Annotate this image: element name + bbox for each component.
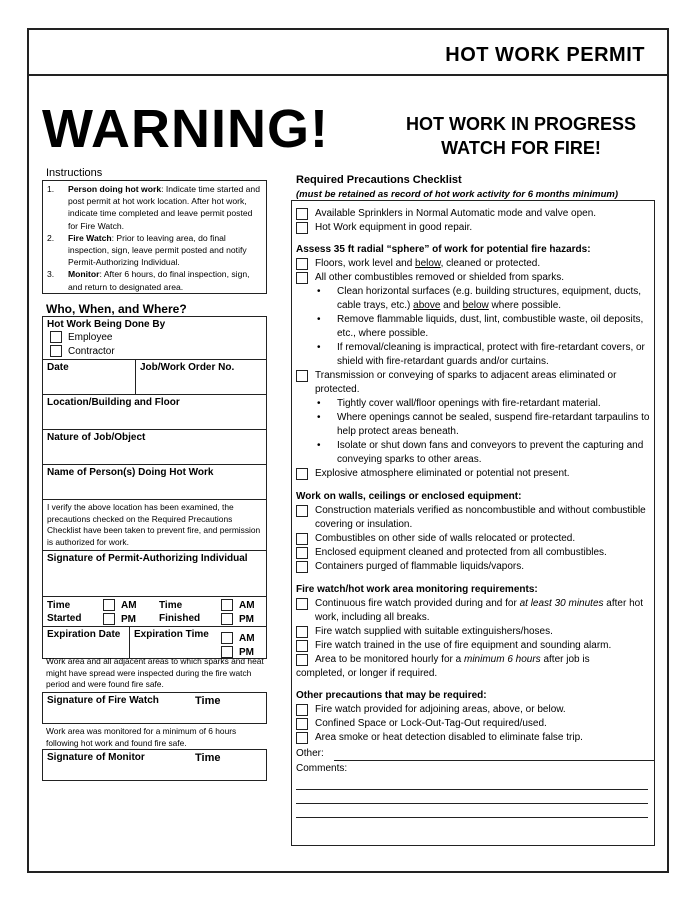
checklist-item[interactable]: Area to be monitored hourly for a minimum 6 hours after job is — [296, 653, 652, 667]
other-input-line[interactable] — [334, 750, 654, 761]
checklist-bullet: • Where openings cannot be sealed, suspend fire-retardant tarpaulins to help protect areas beneath. — [317, 412, 650, 437]
persons-field[interactable]: Name of Person(s) Doing Hot Work — [43, 465, 266, 500]
checkbox[interactable] — [296, 626, 308, 638]
checklist-item[interactable]: Area smoke or heat detection disabled to eliminate false trip. — [296, 731, 652, 745]
started-am-checkbox[interactable] — [103, 599, 115, 611]
checklist-item[interactable]: Containers purged of flammable liquids/vapors. — [296, 560, 652, 574]
monitor-statement: Work area was monitored for a minimum of 6 hours following hot work and found fire safe. — [46, 726, 237, 748]
expiration-ampm: AM PM — [221, 627, 266, 658]
checkbox[interactable] — [296, 561, 308, 573]
walls-heading: Work on walls, ceilings or enclosed equipment: — [296, 491, 522, 502]
instruction-item: 3. Monitor: After 6 hours, do final inspection, sign, and return to designated area. — [47, 269, 250, 292]
employee-option[interactable]: Employee — [50, 330, 262, 344]
hot-work-by-label: Hot Work Being Done By — [47, 319, 166, 330]
verify-statement: I verify the above location has been examined, the precautions checked on the Required Precautions Checklist have been taken to prevent fire, and permission is authorized for work. — [43, 500, 266, 551]
comment-line[interactable] — [296, 804, 648, 818]
checkbox[interactable] — [296, 547, 308, 559]
comments-label: Comments: — [296, 763, 348, 774]
checkbox[interactable] — [296, 640, 308, 652]
fire-watch-statement: Work area and all adjacent areas to which sparks and heat might have spread were inspected during the fire watch period and were found fire safe. — [46, 656, 264, 689]
instructions-heading: Instructions — [46, 167, 103, 179]
finished-am-checkbox[interactable] — [221, 599, 233, 611]
expiration-date-field[interactable]: Expiration Date — [47, 629, 121, 640]
checklist-bullet: • Remove flammable liquids, dust, lint, combustible waste, oil deposits, etc., where possible. — [317, 314, 644, 339]
bullet-icon: • — [317, 398, 321, 409]
checklist-subheading: (must be retained as record of hot work activity for 6 months minimum) — [296, 189, 618, 200]
header-bar — [29, 30, 667, 76]
comment-line[interactable] — [296, 790, 648, 804]
checklist-item[interactable]: Enclosed equipment cleaned and protected from all combustibles. — [296, 546, 652, 560]
assess-heading: Assess 35 ft radial “sphere” of work for potential fire hazards: — [296, 244, 591, 255]
checklist-item[interactable]: Fire watch trained in the use of fire equipment and sounding alarm. — [296, 639, 652, 653]
checkbox[interactable] — [296, 208, 308, 220]
bullet-icon: • — [317, 440, 321, 451]
checklist-bullet: • If removal/cleaning is impractical, protect with fire-retardant covers, or shield with fire-retardant guards and/or curtains. — [317, 342, 645, 367]
checklist-item[interactable]: Continuous fire watch provided during and for at least 30 minutes after hot work, including all breaks. — [296, 597, 652, 625]
date-job-row — [43, 360, 266, 395]
checklist-bullet: • Isolate or shut down fans and conveyors to prevent the capturing and conveying sparks to other areas. — [317, 440, 644, 465]
checklist-item[interactable]: Construction materials verified as noncombustible and without combustible covering or insulation. — [296, 504, 652, 532]
time-finished-label: Time Finished — [159, 600, 201, 624]
who-when-where-heading: Who, When, and Where? — [46, 302, 187, 316]
contractor-option[interactable]: Contractor — [50, 344, 262, 358]
who-when-where-form — [42, 316, 267, 659]
nature-field[interactable]: Nature of Job/Object — [43, 430, 266, 465]
employee-checkbox[interactable] — [50, 331, 62, 343]
fire-watch-time-label: Time — [195, 695, 221, 707]
checkbox[interactable] — [296, 732, 308, 744]
hot-work-banner — [388, 112, 654, 160]
instructions-box — [42, 180, 267, 294]
instructions-list — [47, 183, 262, 293]
checkbox[interactable] — [296, 654, 308, 666]
location-field[interactable]: Location/Building and Floor — [43, 395, 266, 430]
checklist-heading: Required Precautions Checklist — [296, 174, 462, 186]
checklist-item[interactable]: Hot Work equipment in good repair. — [296, 221, 652, 235]
bullet-icon: • — [317, 314, 321, 325]
checkbox[interactable] — [296, 370, 308, 382]
checkbox[interactable] — [296, 505, 308, 517]
checkbox[interactable] — [296, 468, 308, 480]
checkbox[interactable] — [296, 704, 308, 716]
date-field[interactable]: Date — [47, 362, 69, 373]
instruction-item: 1. Person doing hot work: Indicate time started and post permit at hot work location. After hot work, indicate time completed and leave permit posted for Fire Watch. — [47, 184, 260, 231]
authorizing-signature-field[interactable]: Signature of Permit-Authorizing Individual — [43, 551, 266, 597]
comment-line[interactable] — [296, 776, 648, 790]
checkbox[interactable] — [296, 598, 308, 610]
checklist-content — [296, 207, 652, 818]
monitor-signature-field[interactable]: Signature of Monitor Time — [42, 749, 267, 781]
checklist-item[interactable]: Transmission or conveying of sparks to adjacent areas eliminated or protected. — [296, 369, 652, 397]
bullet-icon: • — [317, 342, 321, 353]
checklist-item[interactable]: Fire watch provided for adjoining areas, above, or below. — [296, 703, 652, 717]
checklist-continuation: completed, or longer if required. — [296, 668, 438, 679]
checklist-item[interactable]: Floors, work level and below, cleaned or protected. — [296, 257, 652, 271]
checklist-item[interactable]: Confined Space or Lock-Out-Tag-Out required/used. — [296, 717, 652, 731]
permit-title: HOT WORK PERMIT — [445, 44, 645, 66]
checklist-bullet: • Tightly cover wall/floor openings with fire-retardant material. — [317, 398, 601, 409]
checklist-item[interactable]: Explosive atmosphere eliminated or potential not present. — [296, 467, 652, 481]
checkbox[interactable] — [296, 272, 308, 284]
checklist-item[interactable]: Available Sprinklers in Normal Automatic mode and valve open. — [296, 207, 652, 221]
checkbox[interactable] — [296, 222, 308, 234]
checklist-bullet: • Clean horizontal surfaces (e.g. building structures, equipment, ducts, cable trays, etc.) above and below where possible. — [317, 286, 642, 311]
expiration-time-field[interactable]: Expiration Time — [129, 627, 221, 658]
monitor-time-label: Time — [195, 752, 221, 764]
checklist-item[interactable]: All other combustibles removed or shielded from sparks. — [296, 271, 652, 285]
other-precautions-heading: Other precautions that may be required: — [296, 690, 487, 701]
banner-line-2: WATCH FOR FIRE! — [441, 138, 601, 158]
time-row — [43, 597, 266, 627]
finished-pm-checkbox[interactable] — [221, 613, 233, 625]
bullet-icon: • — [317, 286, 321, 297]
bullet-icon: • — [317, 412, 321, 423]
fire-watch-signature-field[interactable]: Signature of Fire Watch Time — [42, 692, 267, 724]
fire-watch-heading: Fire watch/hot work area monitoring requirements: — [296, 584, 538, 595]
other-field[interactable]: Other: — [296, 747, 652, 761]
time-started-label: Time Started — [47, 600, 82, 624]
hot-work-by-row — [43, 317, 266, 360]
instruction-item: 2. Fire Watch: Prior to leaving area, do final inspection, sign, leave permit posted and notify Permit-Authorizing Individual. — [47, 232, 247, 268]
started-ampm: AM PM — [103, 597, 155, 626]
checkbox[interactable] — [296, 258, 308, 270]
checklist-item[interactable]: Fire watch supplied with suitable extinguishers/hoses. — [296, 625, 652, 639]
contractor-checkbox[interactable] — [50, 345, 62, 357]
warning-heading: WARNING! — [42, 99, 329, 159]
started-pm-checkbox[interactable] — [103, 613, 115, 625]
checkbox[interactable] — [296, 718, 308, 730]
job-order-field[interactable]: Job/Work Order No. — [135, 360, 266, 394]
checklist-item[interactable]: Combustibles on other side of walls relocated or protected. — [296, 532, 652, 546]
checkbox[interactable] — [296, 533, 308, 545]
finished-ampm: AM PM — [221, 597, 266, 626]
expiration-am-checkbox[interactable] — [221, 632, 233, 644]
banner-line-1: HOT WORK IN PROGRESS — [405, 114, 636, 134]
expiration-row — [43, 627, 266, 659]
